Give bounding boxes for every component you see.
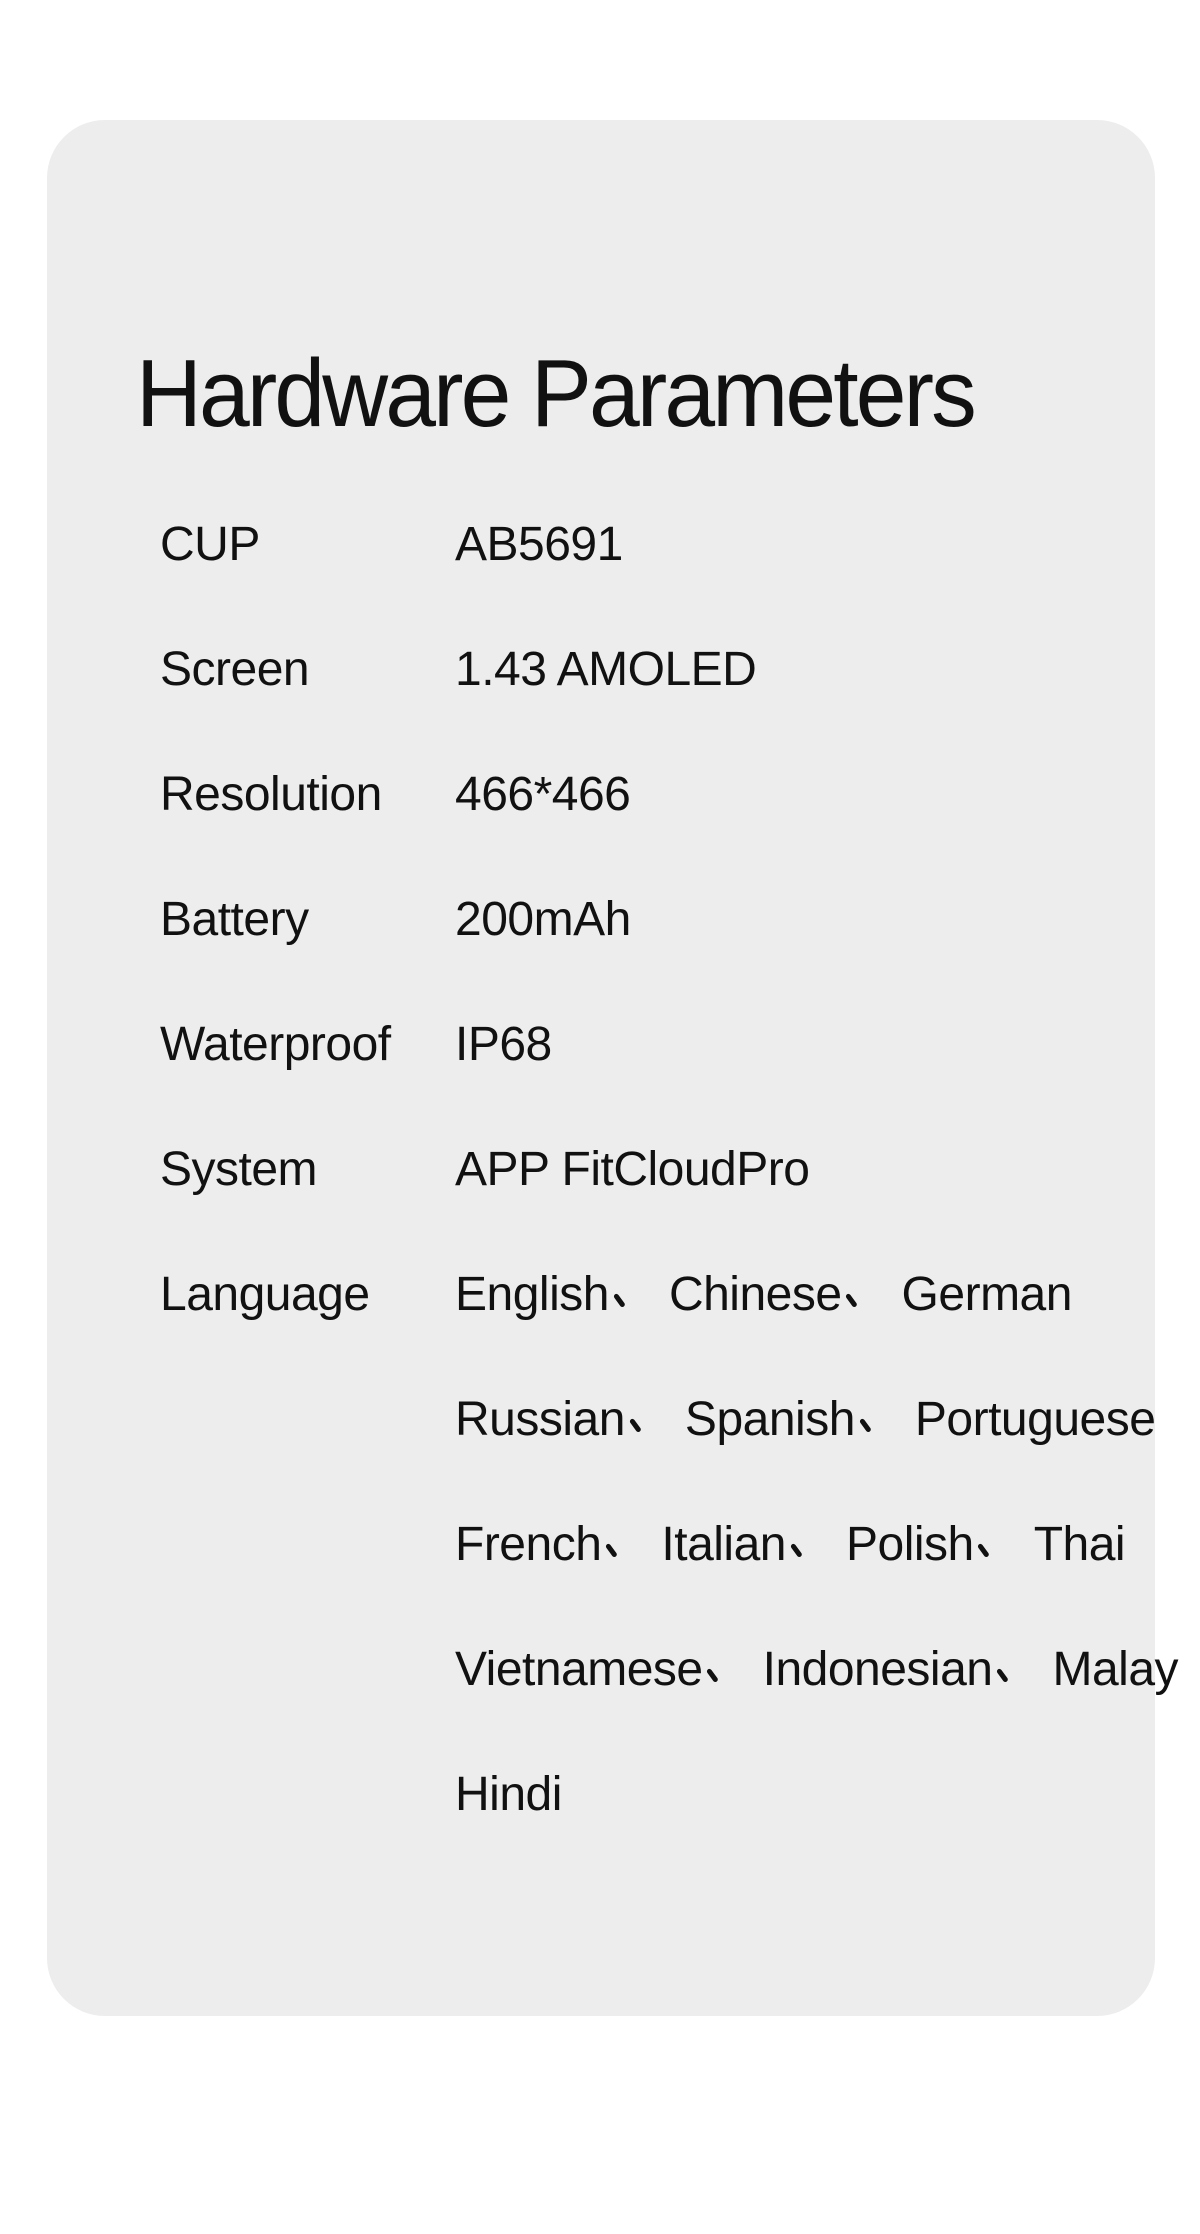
spec-table bbox=[160, 482, 1179, 1857]
page-title: Hardware Parameters bbox=[136, 340, 974, 448]
language-name: Spanish bbox=[684, 1393, 855, 1446]
spec-row-resolution bbox=[160, 732, 1120, 857]
ideographic-comma-separator bbox=[992, 1637, 1052, 1685]
spec-row-cup bbox=[160, 482, 1120, 607]
ideographic-comma-separator bbox=[601, 1512, 661, 1560]
spec-row-waterproof bbox=[160, 982, 1120, 1107]
spec-row-screen bbox=[160, 607, 1120, 732]
spec-value-language bbox=[455, 1232, 1178, 1857]
language-name: Thai bbox=[1033, 1518, 1126, 1571]
ideographic-comma-separator bbox=[786, 1512, 846, 1560]
spec-value: IP68 bbox=[455, 1018, 552, 1071]
spec-value: APP FitCloudPro bbox=[455, 1143, 810, 1196]
spec-label: System bbox=[160, 1143, 318, 1196]
ideographic-comma-separator bbox=[974, 1512, 1034, 1560]
spec-label: CUP bbox=[160, 518, 260, 571]
spec-value: AB5691 bbox=[455, 518, 623, 571]
language-name: English bbox=[455, 1268, 609, 1321]
language-name: French bbox=[455, 1518, 602, 1571]
language-name: Indonesian bbox=[762, 1643, 993, 1696]
language-name: German bbox=[901, 1268, 1072, 1321]
spec-row-system bbox=[160, 1107, 1120, 1232]
language-name: Malay bbox=[1052, 1643, 1179, 1696]
spec-label: Resolution bbox=[160, 768, 382, 821]
language-name: Italian bbox=[661, 1518, 786, 1571]
language-line bbox=[455, 1732, 1178, 1857]
language-line bbox=[455, 1357, 1178, 1482]
spec-value: 200mAh bbox=[455, 893, 631, 946]
ideographic-comma-separator bbox=[842, 1262, 902, 1310]
language-line bbox=[455, 1482, 1178, 1607]
language-line bbox=[455, 1232, 1178, 1357]
spec-label: Battery bbox=[160, 893, 309, 946]
spec-label: Language bbox=[160, 1268, 370, 1321]
language-name: Vietnamese bbox=[455, 1643, 703, 1696]
spec-value: 466*466 bbox=[455, 768, 631, 821]
language-line bbox=[455, 1607, 1178, 1732]
ideographic-comma-separator bbox=[855, 1387, 915, 1435]
spec-label: Waterproof bbox=[160, 1018, 391, 1071]
spec-label: Screen bbox=[160, 643, 310, 696]
spec-row-language bbox=[160, 1232, 1179, 1857]
language-name: Polish bbox=[845, 1518, 974, 1571]
ideographic-comma-separator bbox=[609, 1262, 669, 1310]
language-name: Portuguese bbox=[914, 1393, 1156, 1446]
spec-row-battery bbox=[160, 857, 1120, 982]
language-name: Russian bbox=[455, 1393, 625, 1446]
ideographic-comma-separator bbox=[703, 1637, 763, 1685]
spec-value: 1.43 AMOLED bbox=[455, 643, 757, 696]
language-name: Chinese bbox=[668, 1268, 842, 1321]
hardware-parameters-card bbox=[47, 120, 1179, 2016]
language-name: Hindi bbox=[455, 1768, 562, 1821]
ideographic-comma-separator bbox=[625, 1387, 685, 1435]
